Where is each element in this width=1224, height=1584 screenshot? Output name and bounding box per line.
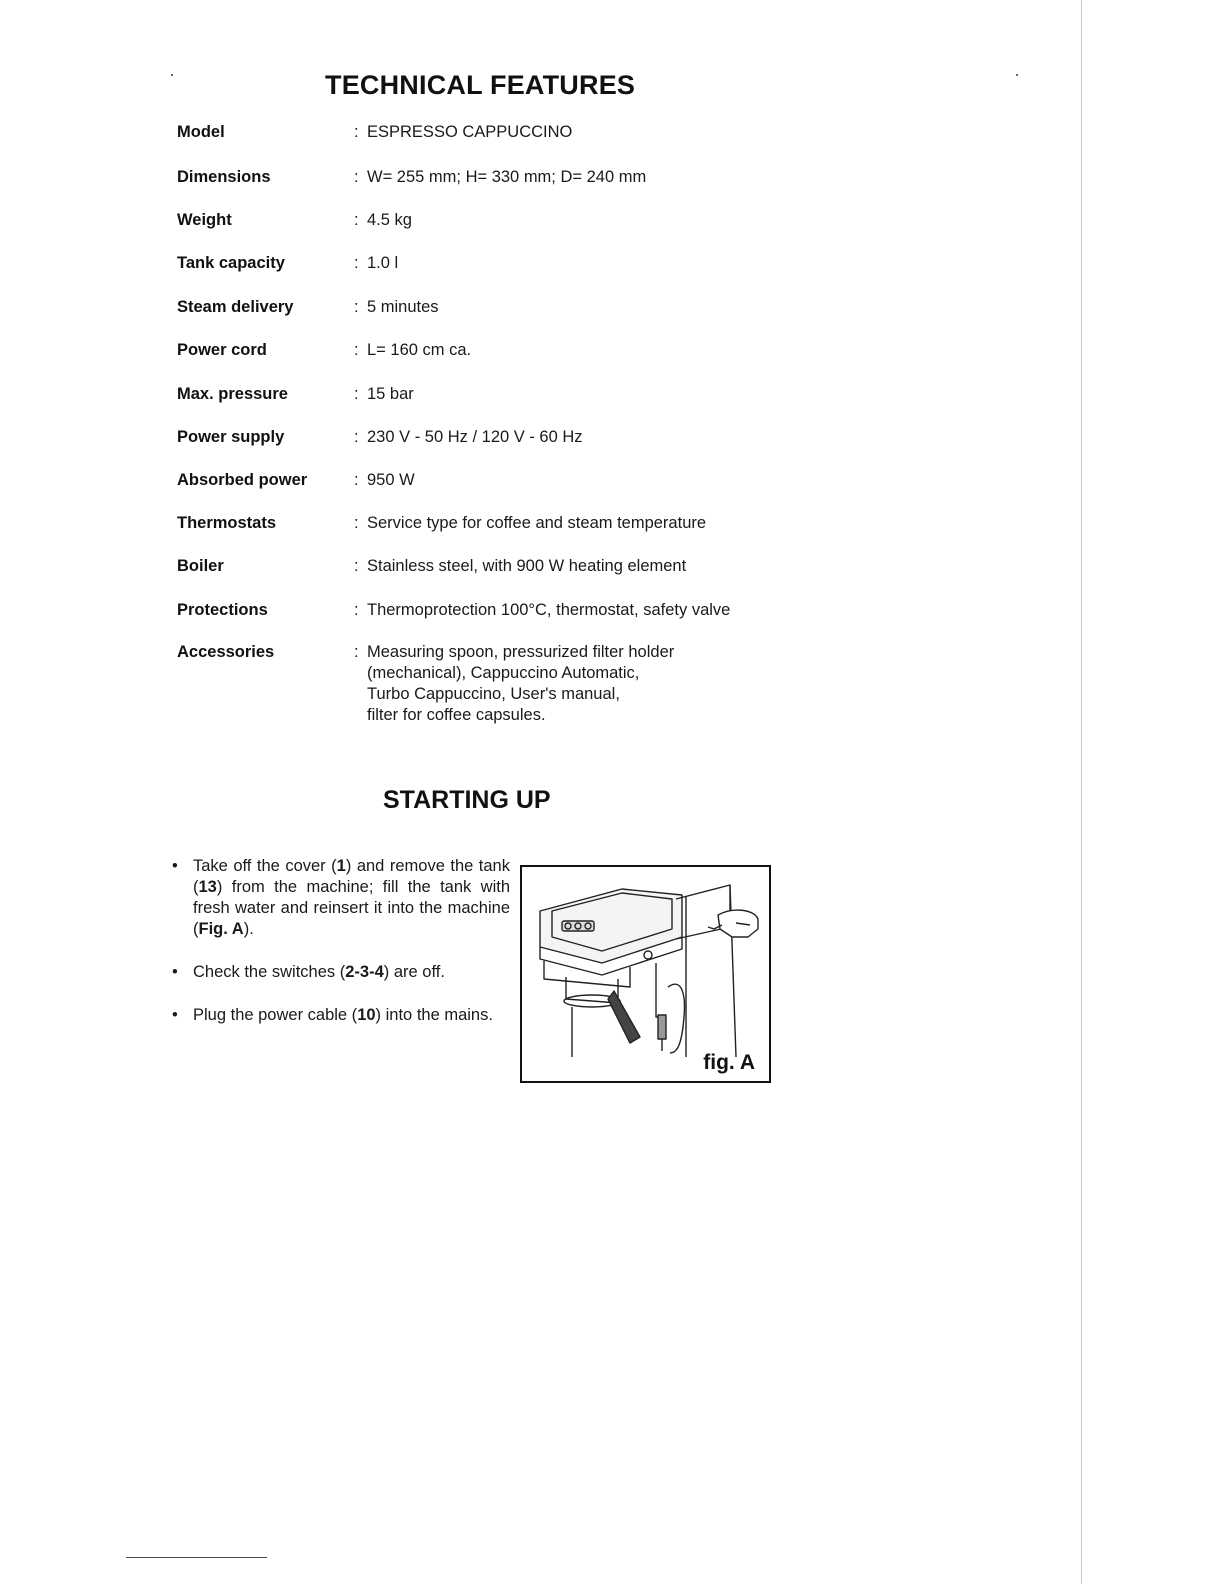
step-ref: 2-3-4: [345, 963, 384, 981]
spec-value: 1.0 l: [367, 254, 399, 272]
step-text: ) and remove the tank (: [193, 857, 510, 896]
spec-colon: :: [354, 341, 359, 359]
step-text: Take off the cover (: [193, 857, 337, 875]
spec-colon: :: [354, 471, 359, 489]
spec-colon: :: [354, 601, 359, 619]
step-text: ) are off.: [383, 963, 445, 981]
step-ref: 13: [198, 878, 217, 896]
step-item: [172, 1005, 510, 1026]
step-text: ).: [243, 920, 254, 938]
bullet-icon: •: [172, 963, 178, 981]
spec-value: 15 bar: [367, 385, 414, 403]
spec-value: L= 160 cm ca.: [367, 341, 472, 359]
step-text: ) into the mains.: [375, 1006, 493, 1024]
figure-a: [520, 865, 771, 1083]
spec-colon: :: [354, 514, 359, 532]
starting-up-heading: STARTING UP: [383, 786, 551, 814]
spec-value: Stainless steel, with 900 W heating element: [367, 557, 687, 575]
spec-label: Accessories: [177, 643, 275, 661]
spec-value: Measuring spoon, pressurized filter holder (mechanical), Cappuccino Automatic, Turbo Cappuccino, User's manual, filter for coffee capsules.: [367, 643, 675, 724]
spec-colon: :: [354, 298, 359, 316]
spec-value: ESPRESSO CAPPUCCINO: [367, 123, 573, 141]
spec-label: Protections: [177, 601, 268, 619]
spec-value: 950 W: [367, 471, 415, 489]
spec-label: Thermostats: [177, 514, 277, 532]
spec-colon: :: [354, 211, 359, 229]
figure-caption: fig. A: [703, 1051, 755, 1074]
spec-colon: :: [354, 123, 359, 141]
scan-speck: [1016, 74, 1018, 76]
step-item: [172, 962, 510, 983]
spec-label: Boiler: [177, 557, 224, 575]
step-text: Plug the power cable (: [193, 1006, 358, 1024]
spec-label: Weight: [177, 211, 232, 229]
bullet-icon: •: [172, 1006, 178, 1024]
spec-label: Dimensions: [177, 168, 271, 186]
spec-value: W= 255 mm; H= 330 mm; D= 240 mm: [367, 168, 647, 186]
spec-colon: :: [354, 168, 359, 186]
spec-label: Tank capacity: [177, 254, 285, 272]
step-ref: 10: [357, 1006, 376, 1024]
spec-colon: :: [354, 557, 359, 575]
technical-features-heading: TECHNICAL FEATURES: [325, 70, 636, 100]
spec-value: Thermoprotection 100°C, thermostat, safety valve: [367, 601, 731, 619]
spec-colon: :: [354, 254, 359, 272]
spec-label: Model: [177, 123, 225, 141]
step-ref: 1: [336, 857, 346, 875]
spec-value: 4.5 kg: [367, 211, 412, 229]
page-edge-line: [1081, 0, 1082, 1584]
spec-colon: :: [354, 385, 359, 403]
bottom-rule: [126, 1557, 267, 1558]
step-text: Check the switches (: [193, 963, 346, 981]
espresso-machine-illustration: [522, 867, 769, 1081]
spec-colon: :: [354, 643, 359, 661]
scan-speck: [171, 74, 173, 76]
spec-label: Power cord: [177, 341, 267, 359]
step-ref: Fig. A: [198, 920, 244, 938]
spec-label: Power supply: [177, 428, 285, 446]
bullet-icon: •: [172, 857, 178, 875]
starting-up-steps: [172, 856, 510, 1048]
spec-label: Absorbed power: [177, 471, 308, 489]
step-item: [172, 856, 510, 940]
spec-value: 5 minutes: [367, 298, 439, 316]
step-text: ) from the machine; fill the tank with fresh water and reinsert it into the machine (: [193, 878, 510, 938]
spec-colon: :: [354, 428, 359, 446]
spec-value: Service type for coffee and steam temperature: [367, 514, 707, 532]
spec-label: Max. pressure: [177, 385, 288, 403]
spec-value: 230 V - 50 Hz / 120 V - 60 Hz: [367, 428, 583, 446]
spec-label: Steam delivery: [177, 298, 294, 316]
